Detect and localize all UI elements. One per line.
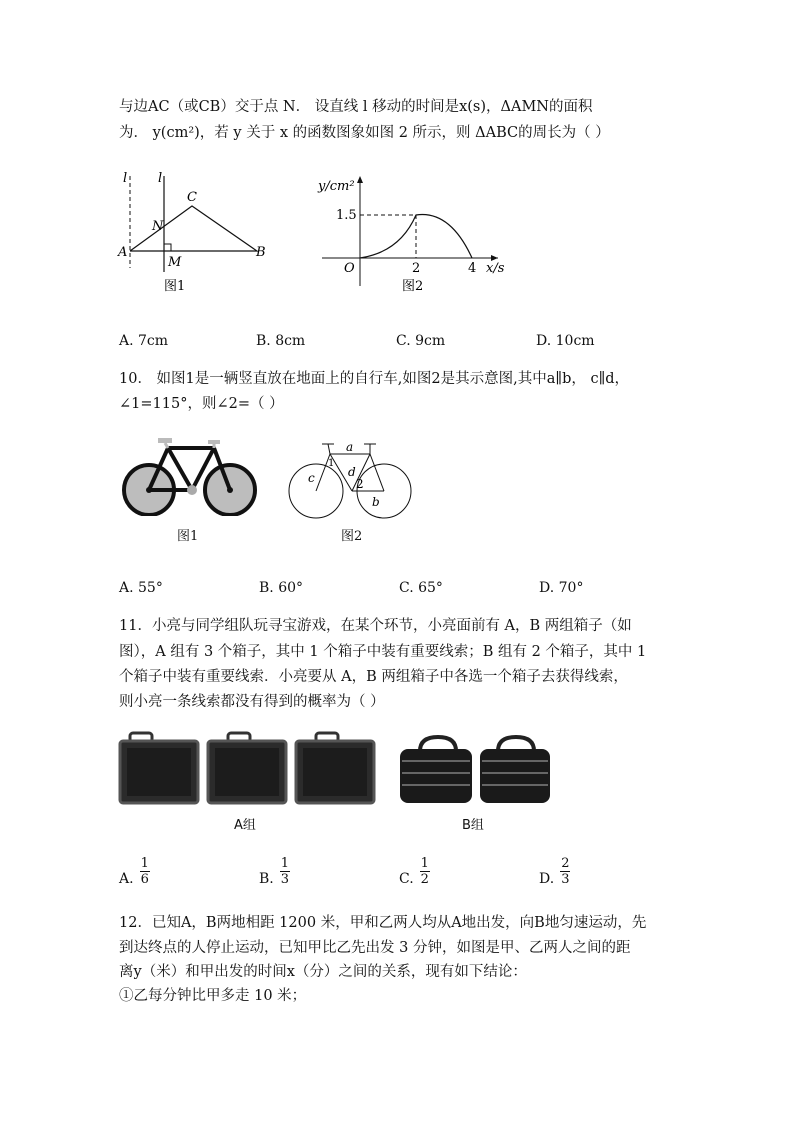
q12-text-line3: 离y（米）和甲出发的时间x（分）之间的关系，现有如下结论： xyxy=(119,964,527,980)
q9-option-b[interactable]: B. 8cm xyxy=(256,333,306,349)
q10-text-line1: 10． 如图1是一辆竖直放在地面上的自行车,如图2是其示意图,其中a∥b， c∥d， xyxy=(119,371,630,387)
x-axis-label: x/s xyxy=(486,261,505,276)
q11-text-line1: 11．小亮与同学组队玩寻宝游戏，在某个环节，小亮面前有 A，B 两组箱子（如 xyxy=(119,618,632,634)
y-axis-label: y/cm² xyxy=(318,179,355,194)
label-d: d xyxy=(348,465,356,479)
q9-text-line2: 为． y(cm²)，若 y 关于 x 的函数图象如图 2 所示，则 ΔABC的周长为（ ） xyxy=(119,125,610,141)
right-angle-mark xyxy=(164,244,171,251)
q10-text-line2: ∠1=115°，则∠2=（ ） xyxy=(119,396,284,412)
fraction xyxy=(140,856,150,887)
q10-fig1-caption: 图1 xyxy=(177,529,199,544)
q11-text-line2: 图），A 组有 3 个箱子，其中 1 个箱子中装有重要线索；B 组有 2 个箱子，其中 1 xyxy=(119,644,647,660)
q10-option-d[interactable]: D. 70° xyxy=(539,580,584,596)
q11-option-a[interactable] xyxy=(119,856,150,887)
label-c: c xyxy=(308,471,315,485)
x-tick-4: 4 xyxy=(468,261,477,276)
numerator: 1 xyxy=(420,856,429,871)
numerator: 2 xyxy=(561,856,570,871)
denominator: 3 xyxy=(280,872,290,887)
fig2-caption: 图2 xyxy=(402,279,424,294)
group-a-caption: A组 xyxy=(234,818,256,833)
bicycle-image xyxy=(118,434,263,516)
q10-fig2-caption: 图2 xyxy=(341,529,363,544)
x-tick-2: 2 xyxy=(412,261,421,276)
numerator: 1 xyxy=(140,856,149,871)
q9-figure-2 xyxy=(310,172,510,300)
denominator: 3 xyxy=(561,872,570,887)
label-a: A xyxy=(118,245,128,260)
denominator: 2 xyxy=(420,872,429,887)
q10-option-c[interactable]: C. 65° xyxy=(399,580,443,596)
denominator: 6 xyxy=(140,872,149,887)
fraction xyxy=(420,856,430,887)
q9-option-d[interactable]: D. 10cm xyxy=(536,333,595,349)
y-axis-arrow xyxy=(357,176,363,183)
option-letter: C. xyxy=(399,871,414,887)
label-1: 1 xyxy=(328,458,335,469)
label-c: C xyxy=(187,190,197,205)
option-letter: A. xyxy=(119,871,134,887)
group-b-caption: B组 xyxy=(462,818,484,833)
bicycle-schematic xyxy=(284,440,414,520)
q11-text-line3: 个箱子中装有重要线索．小亮要从 A，B 两组箱子中各选一个箱子去获得线索， xyxy=(119,669,628,685)
q9-text-line1: 与边AC（或CB）交于点 N． 设直线 l 移动的时间是x(s)，ΔAMN的面积 xyxy=(119,99,593,115)
label-l-dashed: l xyxy=(123,171,128,186)
label-b: b xyxy=(372,495,380,509)
option-letter: D. xyxy=(539,871,555,887)
option-letter: B. xyxy=(259,871,274,887)
label-l: l xyxy=(158,171,163,186)
y-tick-1-5: 1.5 xyxy=(336,208,357,223)
q9-option-a[interactable]: A. 7cm xyxy=(119,333,169,349)
triangle-abc xyxy=(130,206,257,251)
briefcases-group-a xyxy=(118,731,378,807)
label-n: N xyxy=(152,219,164,234)
origin-label: O xyxy=(344,261,355,276)
q11-text-line4: 则小亮一条线索都没有得到的概率为（ ） xyxy=(119,694,385,710)
q11-option-d[interactable] xyxy=(539,856,570,887)
q9-figure-1 xyxy=(112,168,272,300)
q11-option-c[interactable] xyxy=(399,856,430,887)
fig1-caption: 图1 xyxy=(164,279,186,294)
fraction xyxy=(560,856,570,887)
fraction xyxy=(280,856,290,887)
q12-text-line1: 12．已知A，B两地相距 1200 米，甲和乙两人均从A地出发，向B地匀速运动，先 xyxy=(119,915,647,931)
q10-option-a[interactable]: A. 55° xyxy=(119,580,163,596)
q11-option-b[interactable] xyxy=(259,856,290,887)
q9-option-c[interactable]: C. 9cm xyxy=(396,333,446,349)
q12-text-line4: ①乙每分钟比甲多走 10 米； xyxy=(119,988,307,1004)
q12-text-line2: 到达终点的人停止运动，已知甲比乙先出发 3 分钟，如图是甲、乙两人之间的距 xyxy=(119,940,631,956)
label-m: M xyxy=(168,255,182,270)
label-2: 2 xyxy=(356,477,364,491)
cases-group-b xyxy=(398,733,554,807)
label-b: B xyxy=(256,245,266,260)
label-a: a xyxy=(346,440,354,454)
q10-option-b[interactable]: B. 60° xyxy=(259,580,304,596)
numerator: 1 xyxy=(280,856,290,871)
